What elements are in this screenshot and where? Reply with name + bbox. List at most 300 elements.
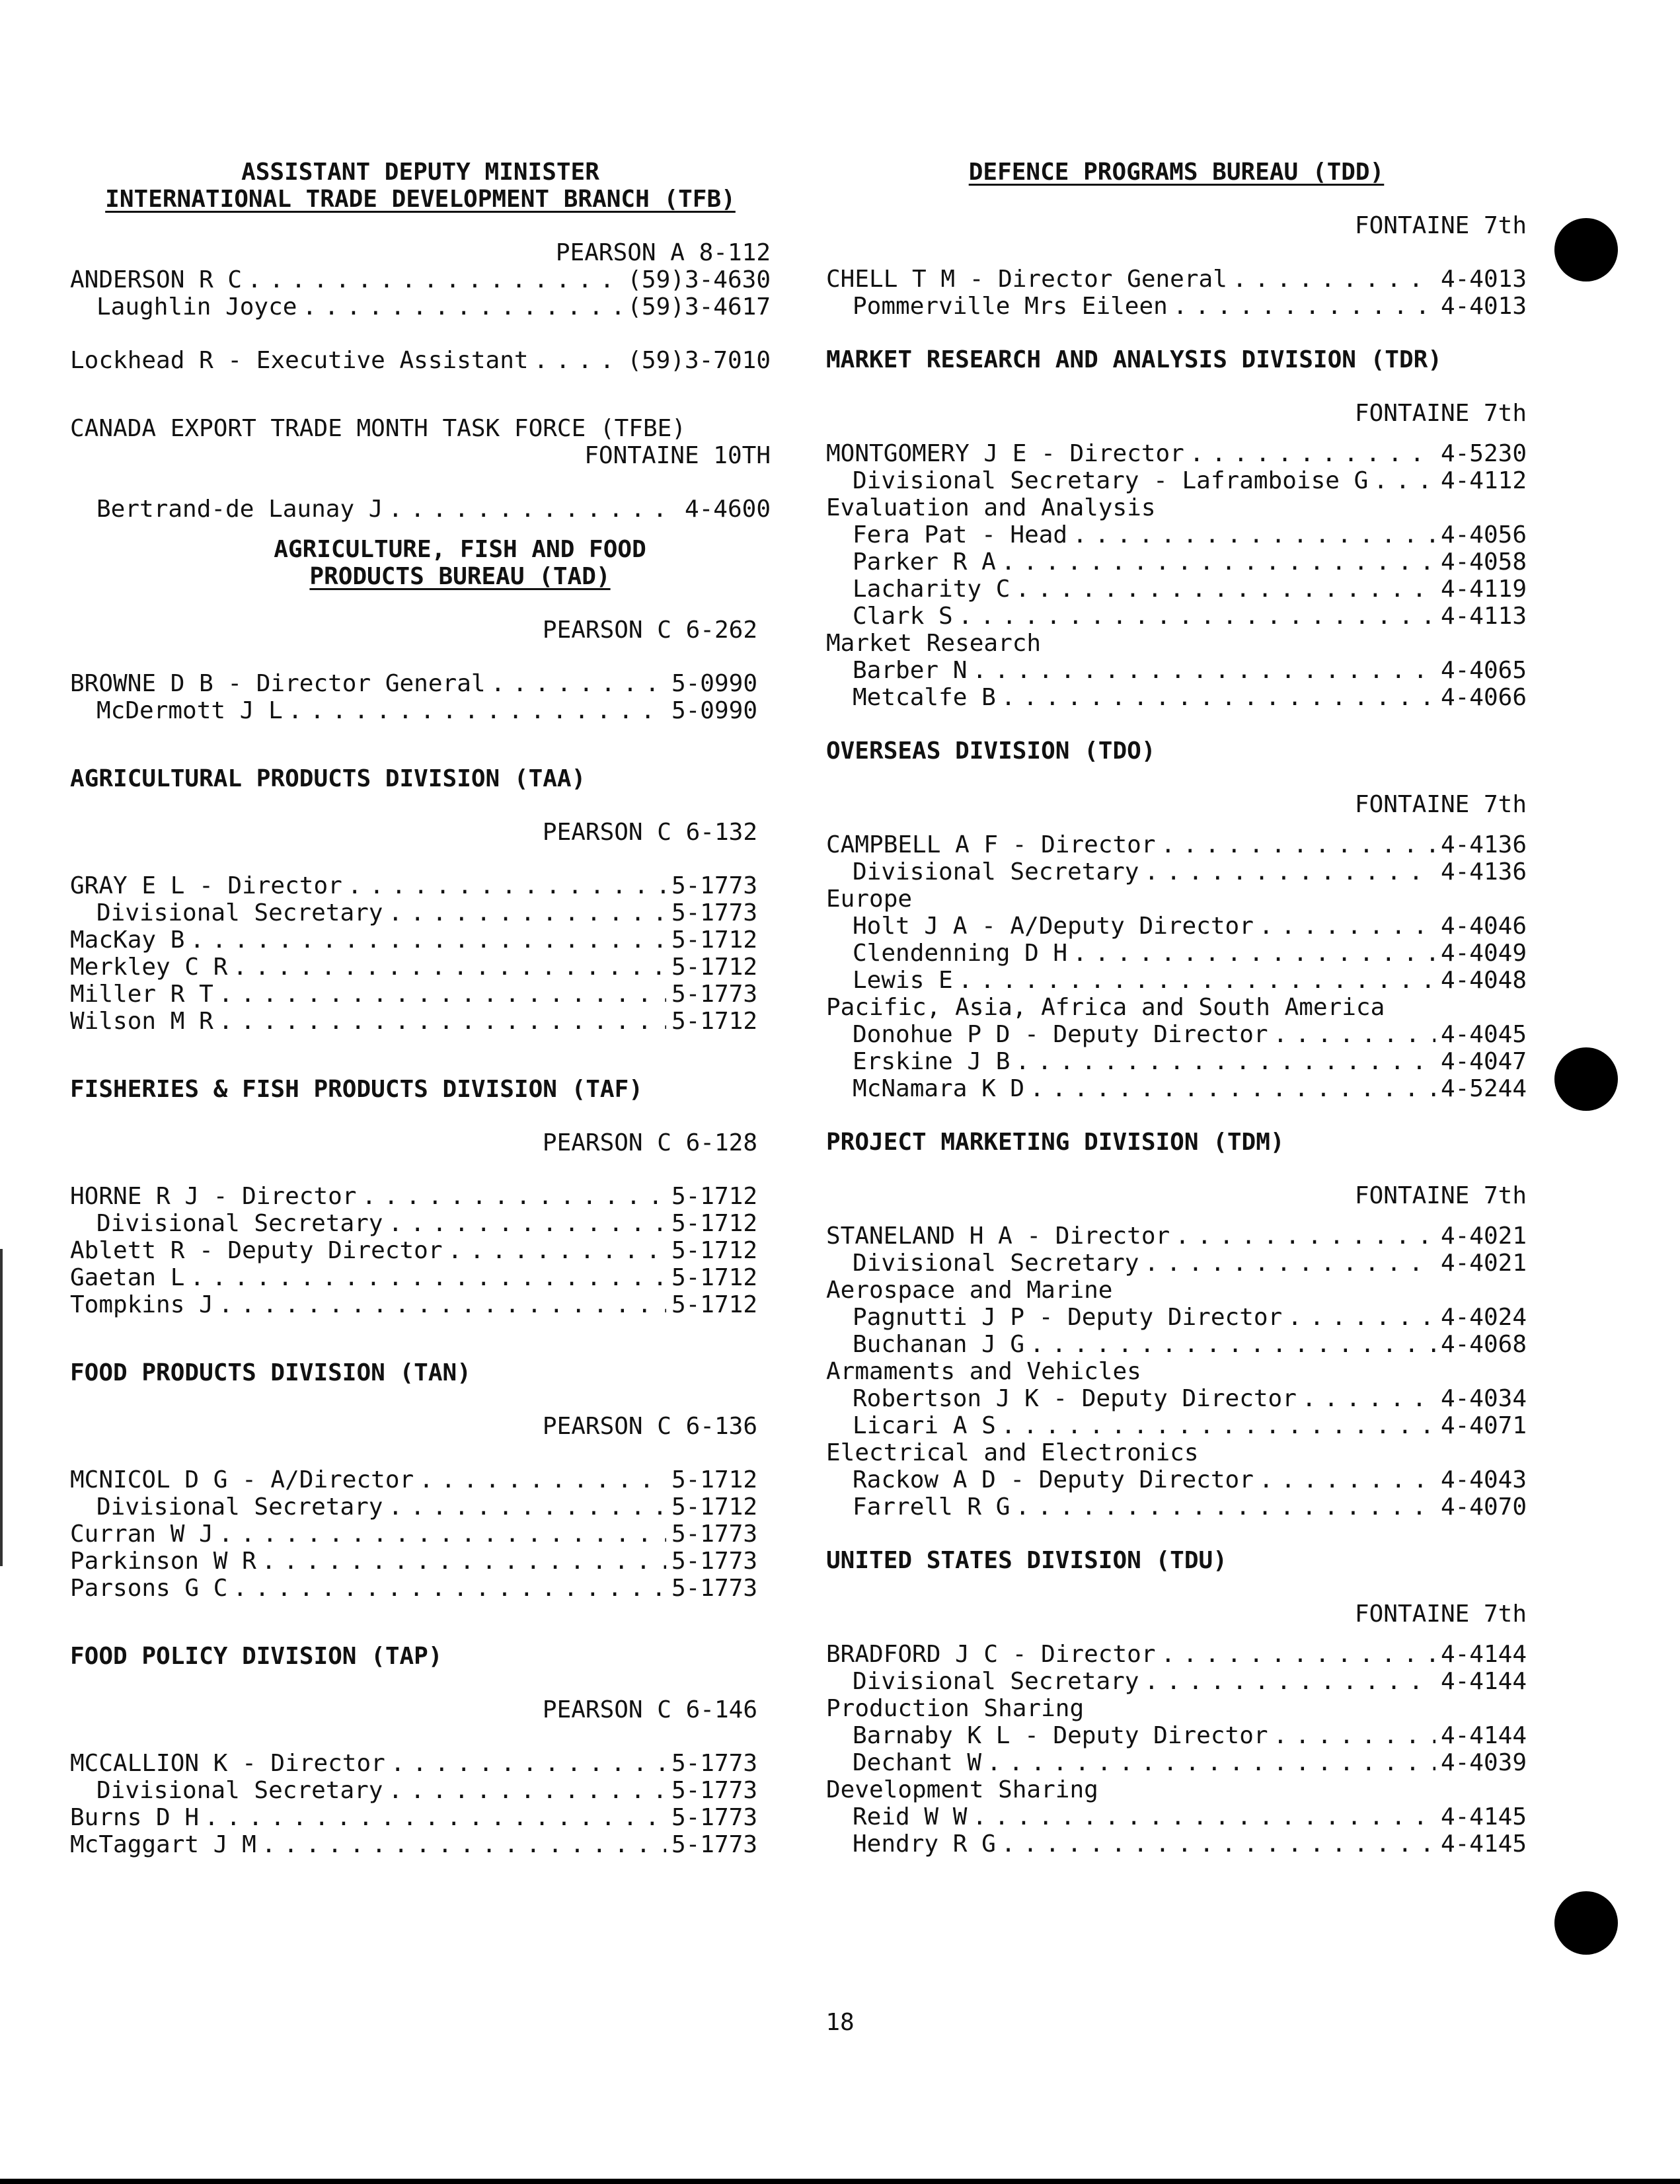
entry-extension: 4-4034 [1440, 1385, 1527, 1412]
left-sections [70, 724, 771, 1858]
entry-name: Reid W W [853, 1803, 968, 1830]
directory-entry [826, 1722, 1527, 1749]
entry-extension: 4-4024 [1440, 1304, 1527, 1331]
division-location: FONTAINE 7th [1354, 791, 1527, 818]
directory-entry [826, 266, 1527, 293]
division-heading: PROJECT MARKETING DIVISION (TDM) [826, 1129, 1285, 1156]
entry-extension: 5-1773 [671, 1750, 757, 1777]
directory-entry [70, 1750, 757, 1777]
directory-entry [826, 940, 1527, 967]
page-number: 18 [825, 2009, 855, 2036]
directory-entry [70, 1210, 757, 1237]
directory-entry [70, 1548, 757, 1575]
entry-extension: 5-1712 [671, 1237, 757, 1264]
leader-dots [1073, 521, 1435, 548]
entry-extension: 5-1712 [671, 926, 757, 954]
entry-extension: 4-4065 [1440, 657, 1527, 684]
entry-extension: 5-1773 [671, 872, 757, 899]
entry-name: Barnaby K L - Deputy Director [853, 1722, 1268, 1749]
directory-entry [70, 872, 757, 899]
leader-dots [972, 1803, 1435, 1830]
spacer [826, 1209, 1527, 1223]
directory-entry [826, 1466, 1527, 1493]
entry-extension: 4-4112 [1440, 467, 1527, 494]
adm-entries [70, 266, 771, 320]
division-heading: FISHERIES & FISH PRODUCTS DIVISION (TAF) [70, 1076, 643, 1103]
task-force-location: FONTAINE 10TH [584, 442, 771, 469]
subgroup-label: Market Research [826, 630, 1042, 657]
defence-bureau-title-text: DEFENCE PROGRAMS BUREAU (TDD) [968, 159, 1385, 186]
entry-name: Divisional Secretary [853, 1250, 1139, 1277]
directory-entry [826, 1412, 1527, 1439]
spacer [826, 765, 1527, 791]
leader-dots [190, 1264, 666, 1291]
entry-name: Buchanan J G [853, 1331, 1025, 1358]
leader-dots [1030, 1075, 1435, 1102]
subgroup-label: Development Sharing [826, 1776, 1098, 1803]
spacer [70, 1318, 757, 1359]
entry-extension: 4-4048 [1440, 967, 1527, 994]
entry-extension: 5-1773 [671, 1777, 757, 1804]
entry-extension: 5-1773 [671, 899, 757, 926]
entry-name: MONTGOMERY J E - Director [826, 440, 1184, 467]
defence-bureau-entries [826, 266, 1527, 320]
entry-name: Divisional Secretary [96, 1493, 383, 1521]
directory-entry [70, 954, 757, 981]
entry-name: MacKay B [70, 926, 185, 954]
leader-dots [302, 293, 622, 320]
leader-dots [262, 1548, 666, 1575]
spacer [70, 1602, 757, 1643]
directory-entry [70, 1291, 757, 1318]
subgroup-label: Evaluation and Analysis [826, 494, 1156, 521]
spacer [70, 1723, 757, 1750]
adm-location: PEARSON A 8-112 [555, 239, 771, 266]
division-location: FONTAINE 7th [1354, 1182, 1527, 1209]
entry-extension: 4-4600 [684, 496, 771, 523]
leader-dots [262, 1831, 666, 1858]
leader-dots [1190, 440, 1435, 467]
division-heading: FOOD POLICY DIVISION (TAP) [70, 1643, 443, 1670]
leader-dots [1302, 1385, 1435, 1412]
entry-name: McDermott J L [96, 697, 283, 724]
task-force-entry [70, 496, 771, 523]
leader-dots [1144, 858, 1435, 885]
entry-extension: 5-1712 [671, 954, 757, 981]
entry-name: Curran W J [70, 1521, 213, 1548]
entry-name: CHELL T M - Director General [826, 266, 1227, 293]
leader-dots [1144, 1668, 1435, 1695]
spacer [70, 724, 757, 765]
entry-extension: (59)3-4617 [627, 293, 771, 320]
division-location: PEARSON C 6-146 [542, 1696, 757, 1723]
leader-dots [1173, 293, 1435, 320]
leader-dots [1015, 576, 1435, 603]
subgroup-label: Armaments and Vehicles [826, 1358, 1141, 1385]
directory-entry [70, 1521, 757, 1548]
subgroup-label: Electrical and Electronics [826, 1439, 1199, 1466]
directory-entry [826, 1641, 1527, 1668]
left-column [70, 159, 771, 1858]
entry-name: Lacharity C [853, 576, 1011, 603]
directory-entry [826, 603, 1527, 630]
entry-extension: 5-1712 [671, 1183, 757, 1210]
entry-extension: 4-4045 [1440, 1021, 1527, 1048]
leader-dots [388, 496, 679, 523]
spacer [70, 846, 757, 872]
defence-bureau-location: FONTAINE 7th [1354, 212, 1527, 239]
entry-name: Clark S [853, 603, 953, 630]
leader-dots [219, 1008, 666, 1035]
leader-dots [219, 1291, 666, 1318]
leader-dots [388, 1210, 666, 1237]
directory-entry [70, 1493, 757, 1521]
leader-dots [1259, 913, 1435, 940]
entry-name: McNamara K D [853, 1075, 1025, 1102]
entry-extension: 4-4136 [1440, 831, 1527, 858]
directory-entry [70, 697, 757, 724]
leader-dots [972, 657, 1435, 684]
entry-extension: 4-4119 [1440, 576, 1527, 603]
leader-dots [1030, 1331, 1435, 1358]
entry-extension: 4-4043 [1440, 1466, 1527, 1493]
entry-name: Bertrand-de Launay J [96, 496, 383, 523]
entry-extension: 4-4145 [1440, 1803, 1527, 1830]
spacer [70, 1035, 757, 1076]
bureau-title-line-1: AGRICULTURE, FISH AND FOOD [274, 536, 646, 563]
entry-name: Dechant W [853, 1749, 982, 1776]
leader-dots [534, 347, 623, 374]
subgroup-label: Production Sharing [826, 1695, 1085, 1722]
entry-extension: (59)3-7010 [627, 347, 771, 374]
entry-name: GRAY E L - Director [70, 872, 342, 899]
entry-extension: 5-1712 [671, 1493, 757, 1521]
leader-dots [1161, 831, 1435, 858]
spacer [826, 1628, 1527, 1641]
entry-extension: 5-1712 [671, 1466, 757, 1493]
directory-entry [826, 1830, 1527, 1858]
entry-name: Fera Pat - Head [853, 521, 1068, 548]
leader-dots [1259, 1466, 1435, 1493]
directory-entry [826, 1223, 1527, 1250]
defence-bureau-title [826, 159, 1527, 186]
entry-name: McTaggart J M [70, 1831, 256, 1858]
leader-dots [388, 899, 666, 926]
entry-name: HORNE R J - Director [70, 1183, 357, 1210]
entry-extension: 4-4047 [1440, 1048, 1527, 1075]
directory-entry [70, 899, 757, 926]
scan-bottom-edge [0, 2179, 1680, 2184]
entry-name: CAMPBELL A F - Director [826, 831, 1156, 858]
division-location: PEARSON C 6-136 [542, 1413, 757, 1440]
directory-entry [826, 858, 1527, 885]
leader-dots [987, 1749, 1435, 1776]
entry-extension: 4-4113 [1440, 603, 1527, 630]
directory-entry [70, 1183, 757, 1210]
leader-dots [1274, 1722, 1435, 1749]
entry-name: Pagnutti J P - Deputy Director [853, 1304, 1283, 1331]
entry-name: Lewis E [853, 967, 953, 994]
entry-extension: 4-4039 [1440, 1749, 1527, 1776]
division-location: FONTAINE 7th [1354, 1600, 1527, 1628]
leader-dots [419, 1466, 666, 1493]
division-heading: FOOD PRODUCTS DIVISION (TAN) [70, 1359, 471, 1386]
entry-extension: 4-4066 [1440, 684, 1527, 711]
entry-name: Divisional Secretary - Laframboise G [853, 467, 1369, 494]
entry-name: Pommerville Mrs Eileen [853, 293, 1168, 320]
adm-title-line-1: ASSISTANT DEPUTY MINISTER [241, 159, 599, 186]
division-location: FONTAINE 7th [1354, 400, 1527, 427]
leader-dots [1274, 1021, 1435, 1048]
directory-entry [826, 521, 1527, 548]
entry-name: Donohue P D - Deputy Director [853, 1021, 1268, 1048]
directory-entry [70, 1237, 757, 1264]
entry-name: Ablett R - Deputy Director [70, 1237, 443, 1264]
entry-extension: 4-4144 [1440, 1641, 1527, 1668]
entry-extension: 5-1773 [671, 981, 757, 1008]
directory-entry [70, 1777, 757, 1804]
leader-dots [1001, 684, 1435, 711]
leader-dots [362, 1183, 666, 1210]
leader-dots [1161, 1641, 1435, 1668]
entry-name: Divisional Secretary [853, 858, 1139, 885]
entry-name: Holt J A - A/Deputy Director [853, 913, 1254, 940]
entry-name: MCCALLION K - Director [70, 1750, 385, 1777]
subgroup-label: Europe [826, 885, 913, 913]
leader-dots [1015, 1048, 1435, 1075]
directory-entry [826, 967, 1527, 994]
entry-name: Robertson J K - Deputy Director [853, 1385, 1297, 1412]
leader-dots [1015, 1493, 1435, 1521]
scan-edge-mark [0, 1249, 3, 1566]
entry-extension: 4-4070 [1440, 1493, 1527, 1521]
directory-entry [826, 1749, 1527, 1776]
entry-name: Licari A S [853, 1412, 996, 1439]
entry-name: Wilson M R [70, 1008, 213, 1035]
leader-dots [348, 872, 666, 899]
directory-entry [826, 1331, 1527, 1358]
leader-dots [219, 981, 666, 1008]
entry-name: Laughlin Joyce [96, 293, 297, 320]
entry-extension: 4-4021 [1440, 1223, 1527, 1250]
directory-entry [826, 1075, 1527, 1102]
task-force-heading: CANADA EXPORT TRADE MONTH TASK FORCE (TFBE) [70, 415, 686, 442]
leader-dots [391, 1750, 666, 1777]
entry-name: Miller R T [70, 981, 213, 1008]
directory-entry [826, 440, 1527, 467]
entry-extension: 4-4071 [1440, 1412, 1527, 1439]
entry-name: Divisional Secretary [96, 1210, 383, 1237]
division-heading: MARKET RESEARCH AND ANALYSIS DIVISION (TDR) [826, 346, 1442, 373]
leader-dots [388, 1777, 666, 1804]
entry-name: Parker R A [853, 548, 996, 576]
directory-entry [826, 1803, 1527, 1830]
entry-name: Erskine J B [853, 1048, 1011, 1075]
leader-dots [247, 266, 622, 293]
leader-dots [491, 670, 666, 697]
entry-extension: 5-1773 [671, 1804, 757, 1831]
entry-name: Divisional Secretary [853, 1668, 1139, 1695]
entry-extension: 5-1773 [671, 1575, 757, 1602]
entry-extension: 5-0990 [671, 697, 757, 724]
lockhead-row [70, 347, 771, 374]
entry-name: Burns D H [70, 1804, 200, 1831]
punch-hole [1554, 218, 1618, 282]
directory-entry [70, 981, 757, 1008]
bureau-title-line-2: PRODUCTS BUREAU (TAD) [309, 563, 611, 590]
leader-dots [1175, 1223, 1435, 1250]
entry-name: Divisional Secretary [96, 899, 383, 926]
leader-dots [388, 1493, 666, 1521]
punch-hole [1554, 1047, 1618, 1111]
directory-entry [826, 1385, 1527, 1412]
directory-entry [826, 831, 1527, 858]
directory-entry [826, 913, 1527, 940]
spacer [826, 320, 1527, 346]
right-sections [826, 320, 1527, 1858]
entry-extension: 4-4144 [1440, 1668, 1527, 1695]
entry-name: Lockhead R - Executive Assistant [70, 347, 529, 374]
entry-extension: 4-4013 [1440, 293, 1527, 320]
entry-extension: 4-4136 [1440, 858, 1527, 885]
entry-name: Hendry R G [853, 1830, 996, 1858]
leader-dots [1144, 1250, 1435, 1277]
division-heading: OVERSEAS DIVISION (TDO) [826, 737, 1156, 765]
entry-name: Metcalfe B [853, 684, 996, 711]
subgroup-label: Aerospace and Marine [826, 1277, 1113, 1304]
entry-extension: 5-1712 [671, 1291, 757, 1318]
leader-dots [1001, 1830, 1435, 1858]
entry-name: Merkley C R [70, 954, 228, 981]
entry-extension: 5-0990 [671, 670, 757, 697]
leader-dots [233, 954, 666, 981]
directory-entry [826, 1493, 1527, 1521]
division-location: PEARSON C 6-132 [542, 819, 757, 846]
leader-dots [1001, 1412, 1435, 1439]
directory-entry [826, 1021, 1527, 1048]
directory-entry [826, 293, 1527, 320]
right-column [826, 159, 1527, 1858]
spacer [826, 1521, 1527, 1547]
leader-dots [1073, 940, 1435, 967]
entry-extension: 4-4021 [1440, 1250, 1527, 1277]
spacer [826, 1102, 1527, 1129]
division-location: PEARSON C 6-128 [542, 1129, 757, 1156]
leader-dots [233, 1575, 666, 1602]
entry-extension: 4-4013 [1440, 266, 1527, 293]
directory-entry [826, 548, 1527, 576]
spacer [70, 1156, 757, 1183]
entry-name: Barber N [853, 657, 968, 684]
spacer [70, 1103, 757, 1129]
entry-extension: (59)3-4630 [627, 266, 771, 293]
leader-dots [958, 967, 1435, 994]
spacer [826, 818, 1527, 831]
entry-name: Gaetan L [70, 1264, 185, 1291]
spacer [70, 1386, 757, 1413]
directory-entry [70, 1264, 757, 1291]
entry-extension: 4-4046 [1440, 913, 1527, 940]
bureau-location: PEARSON C 6-262 [542, 617, 757, 644]
leader-dots [448, 1237, 666, 1264]
entry-name: Parsons G C [70, 1575, 228, 1602]
leader-dots [958, 603, 1435, 630]
spacer [826, 711, 1527, 737]
directory-entry [70, 1804, 757, 1831]
directory-entry [826, 1048, 1527, 1075]
directory-entry [826, 576, 1527, 603]
entry-extension: 4-4056 [1440, 521, 1527, 548]
leader-dots [1001, 548, 1435, 576]
leader-dots [190, 926, 666, 954]
division-heading: UNITED STATES DIVISION (TDU) [826, 1547, 1227, 1574]
leader-dots [1287, 1304, 1435, 1331]
directory-entry [826, 1304, 1527, 1331]
spacer [826, 1574, 1527, 1600]
directory-entry [826, 657, 1527, 684]
directory-entry [826, 1668, 1527, 1695]
entry-name: STANELAND H A - Director [826, 1223, 1170, 1250]
directory-entry [70, 1575, 757, 1602]
directory-entry [70, 266, 771, 293]
entry-extension: 4-4068 [1440, 1331, 1527, 1358]
entry-name: BROWNE D B - Director General [70, 670, 486, 697]
entry-name: Clendenning D H [853, 940, 1068, 967]
entry-extension: 4-4145 [1440, 1830, 1527, 1858]
directory-entry [70, 293, 771, 320]
adm-title [70, 159, 771, 213]
spacer [826, 1156, 1527, 1182]
entry-extension: 4-4058 [1440, 548, 1527, 576]
entry-extension: 5-1712 [671, 1008, 757, 1035]
entry-extension: 5-1712 [671, 1210, 757, 1237]
entry-name: Farrell R G [853, 1493, 1011, 1521]
entry-extension: 4-5230 [1440, 440, 1527, 467]
directory-entry [70, 1466, 757, 1493]
entry-extension: 4-5244 [1440, 1075, 1527, 1102]
entry-name: Rackow A D - Deputy Director [853, 1466, 1254, 1493]
spacer [826, 373, 1527, 400]
adm-title-line-2: INTERNATIONAL TRADE DEVELOPMENT BRANCH (TFB) [105, 186, 736, 213]
entry-name: Parkinson W R [70, 1548, 256, 1575]
entry-name: MCNICOL D G - A/Director [70, 1466, 414, 1493]
entry-name: Divisional Secretary [96, 1777, 383, 1804]
spacer [70, 792, 757, 819]
entry-name: ANDERSON R C [70, 266, 243, 293]
entry-name: Tompkins J [70, 1291, 213, 1318]
entry-extension: 5-1773 [671, 1548, 757, 1575]
directory-entry [70, 1831, 757, 1858]
spacer [70, 1670, 757, 1696]
entry-extension: 4-4144 [1440, 1722, 1527, 1749]
spacer [70, 1440, 757, 1466]
bureau-entries [70, 670, 771, 724]
leader-dots [1233, 266, 1435, 293]
subgroup-label: Pacific, Asia, Africa and South America [826, 994, 1385, 1021]
entry-extension: 4-4049 [1440, 940, 1527, 967]
spacer [826, 427, 1527, 440]
punch-hole [1554, 1891, 1618, 1955]
entry-extension: 5-1773 [671, 1831, 757, 1858]
leader-dots [288, 697, 666, 724]
leader-dots [219, 1521, 666, 1548]
division-heading: AGRICULTURAL PRODUCTS DIVISION (TAA) [70, 765, 586, 792]
directory-entry [826, 1250, 1527, 1277]
directory-entry [826, 684, 1527, 711]
directory-entry [70, 1008, 757, 1035]
entry-extension: 5-1712 [671, 1264, 757, 1291]
directory-entry [70, 926, 757, 954]
